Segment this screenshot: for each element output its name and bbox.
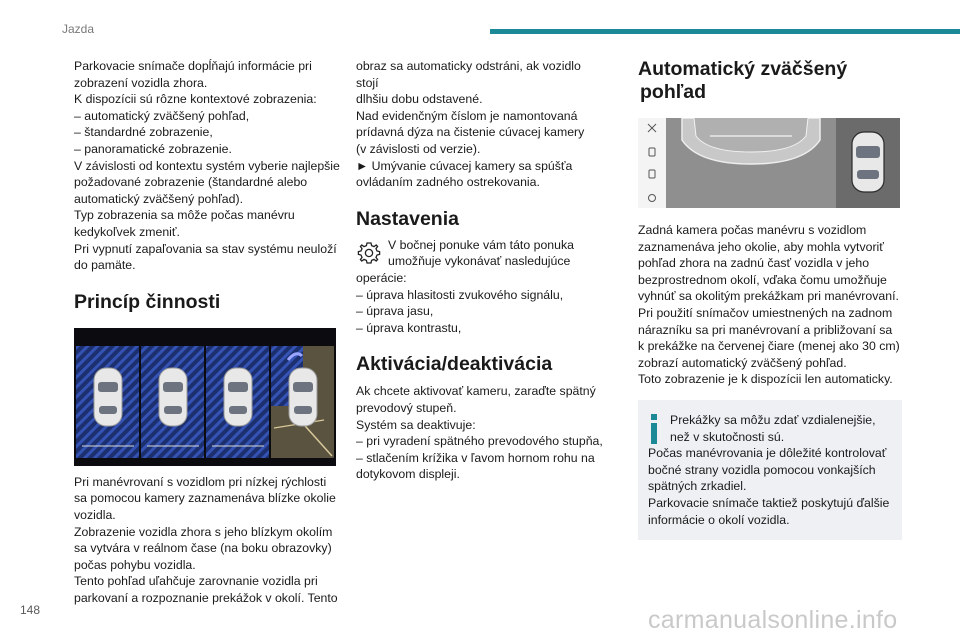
continuation-text	[356, 58, 606, 191]
text-line: Prekážky sa môžu zdať vzdialenejšie,	[670, 412, 876, 427]
text-line: – automatický zväčšený pohľad,	[74, 108, 250, 123]
header-accent-bar	[490, 29, 960, 34]
text-line: automatický zväčšený pohľad).	[74, 191, 243, 206]
heading-line: pohľad	[640, 81, 707, 103]
text-line: Toto zobrazenie je k dispozícii len automaticky.	[638, 372, 893, 387]
text-line: bočné strany vozidla pomocou vonkajších	[648, 462, 876, 477]
text-line: dotykovom displeji.	[356, 467, 460, 482]
parking-views-icon	[74, 328, 336, 466]
text-line: k prekážke na červenej čiare (menej ako 30 cm)	[638, 339, 900, 354]
page-number: 148	[20, 603, 41, 617]
text-line: kedykoľvek zmeniť.	[74, 224, 180, 239]
info-note-box	[638, 400, 902, 540]
text-line: umožňuje vykonávať nasledujúce	[388, 254, 571, 269]
text-line: vozidla.	[74, 507, 116, 522]
text-line: Zobrazenie vozidla zhora s jeho blízkym okolím	[74, 524, 333, 539]
top-view-camera-illustration	[74, 328, 336, 466]
text-line: – úprava kontrastu,	[356, 320, 462, 335]
text-line: Pri manévrovaní s vozidlom pri nízkej rýchlosti	[74, 474, 327, 489]
text-line: Ak chcete aktivovať kameru, zaraďte spätný	[356, 384, 596, 399]
text-line: zobrazení vozidla zhora.	[74, 75, 208, 90]
text-line: Nad evidenčným číslom je namontovaná	[356, 108, 578, 123]
principle-text	[74, 474, 342, 607]
text-line: než v skutočnosti sú.	[670, 429, 785, 444]
text-line: do pamäte.	[74, 258, 136, 273]
text-line: nárazníku sa pri manévrovaní a približovaní sa	[638, 322, 893, 337]
text-line: prídavná dýza na čistenie cúvacej kamery	[356, 125, 585, 140]
text-line: bezprostrednom okolí, vďaka čomu umožňuje	[638, 272, 887, 287]
text-line: (v závislosti od verzie).	[356, 141, 481, 156]
text-line: obraz sa automaticky odstráni, ak vozidlo stojí	[356, 59, 581, 90]
auto-zoom-text	[638, 222, 902, 388]
text-line: spätných zrkadiel.	[648, 479, 747, 494]
text-line: operácie:	[356, 270, 407, 285]
text-line: V závislosti od kontextu systém vyberie najlepšie	[74, 158, 340, 173]
text-line: sa pomocou kamery zaznamenáva blízke okolie	[74, 491, 336, 506]
text-line: – panoramatické zobrazenie.	[74, 141, 232, 156]
settings-heading: Nastavenia	[356, 207, 459, 230]
camera-display-illustration	[638, 118, 900, 208]
text-line: – pri vyradení spätného prevodového stupňa,	[356, 434, 603, 449]
text-line: dlhšiu dobu odstavené.	[356, 92, 483, 107]
auto-zoom-heading	[638, 58, 902, 104]
text-line: Pri vypnutí zapaľovania sa stav systému neuloží	[74, 241, 337, 256]
text-line: prevodový stupeň.	[356, 400, 457, 415]
column-2	[356, 58, 606, 483]
watermark: carmanualsonline.info	[648, 606, 898, 634]
activation-heading: Aktivácia/deaktivácia	[356, 353, 553, 376]
settings-intro	[356, 237, 606, 270]
text-line: Systém sa deaktivuje:	[356, 417, 476, 432]
text-line: Typ zobrazenia sa môže počas manévru	[74, 208, 295, 223]
heading-line: Automatický zväčšený	[638, 58, 848, 80]
text-line: – štandardné zobrazenie,	[74, 125, 213, 140]
text-line: pohľad zhora na zadnú časť vozidla v jeho	[638, 256, 870, 271]
text-line: počas pohybu vozidla.	[74, 557, 196, 572]
text-line: parkovaní a rozpoznanie prekážok v okolí. Tento	[74, 590, 338, 605]
section-header: Jazda	[62, 22, 95, 36]
text-line: – úprava hlasitosti zvukového signálu,	[356, 287, 564, 302]
text-line: K dispozícii sú rôzne kontextové zobrazenia:	[74, 92, 317, 107]
intro-text	[74, 58, 342, 274]
text-line: zobrazí automatický zväčšený pohľad.	[638, 355, 847, 370]
text-line: ► Umývanie cúvacej kamery sa spúšťa	[356, 158, 573, 173]
text-line: ovládaním zadného ostrekovania.	[356, 175, 540, 190]
settings-text	[356, 270, 606, 336]
text-line: Parkovacie snímače taktiež poskytujú ďalšie	[648, 495, 890, 510]
text-line: V bočnej ponuke vám táto ponuka	[388, 237, 574, 252]
text-line: požadované zobrazenie (štandardné alebo	[74, 175, 308, 190]
text-line: informácie o okolí vozidla.	[648, 512, 790, 527]
text-line: zaznamenáva jeho okolie, aby mohla vytvoriť	[638, 239, 884, 254]
text-line: Počas manévrovania je dôležité kontrolovať	[648, 446, 887, 461]
text-line: vyhnúť sa okolitým prekážkam pri manévrovaní.	[638, 289, 899, 304]
principle-heading: Princíp činnosti	[74, 290, 221, 313]
activation-text	[356, 383, 606, 483]
text-line: Parkovacie snímače dopĺňajú informácie pri	[74, 59, 312, 73]
text-line: – stlačením krížika v ľavom hornom rohu na	[356, 450, 595, 465]
text-line: sa vytvára v reálnom čase (na boku obrazovky)	[74, 541, 332, 556]
zoomed-view-icon	[638, 118, 900, 208]
text-line: Pri použití snímačov umiestnených na zadnom	[638, 305, 893, 320]
column-3	[638, 58, 902, 540]
text-line: Tento pohľad uľahčuje zarovnanie vozidla pri	[74, 574, 318, 589]
text-line: Zadná kamera počas manévru s vozidlom	[638, 223, 867, 237]
text-line: – úprava jasu,	[356, 304, 434, 319]
gear-icon	[356, 240, 382, 266]
column-1	[74, 58, 342, 606]
info-icon	[648, 414, 660, 444]
